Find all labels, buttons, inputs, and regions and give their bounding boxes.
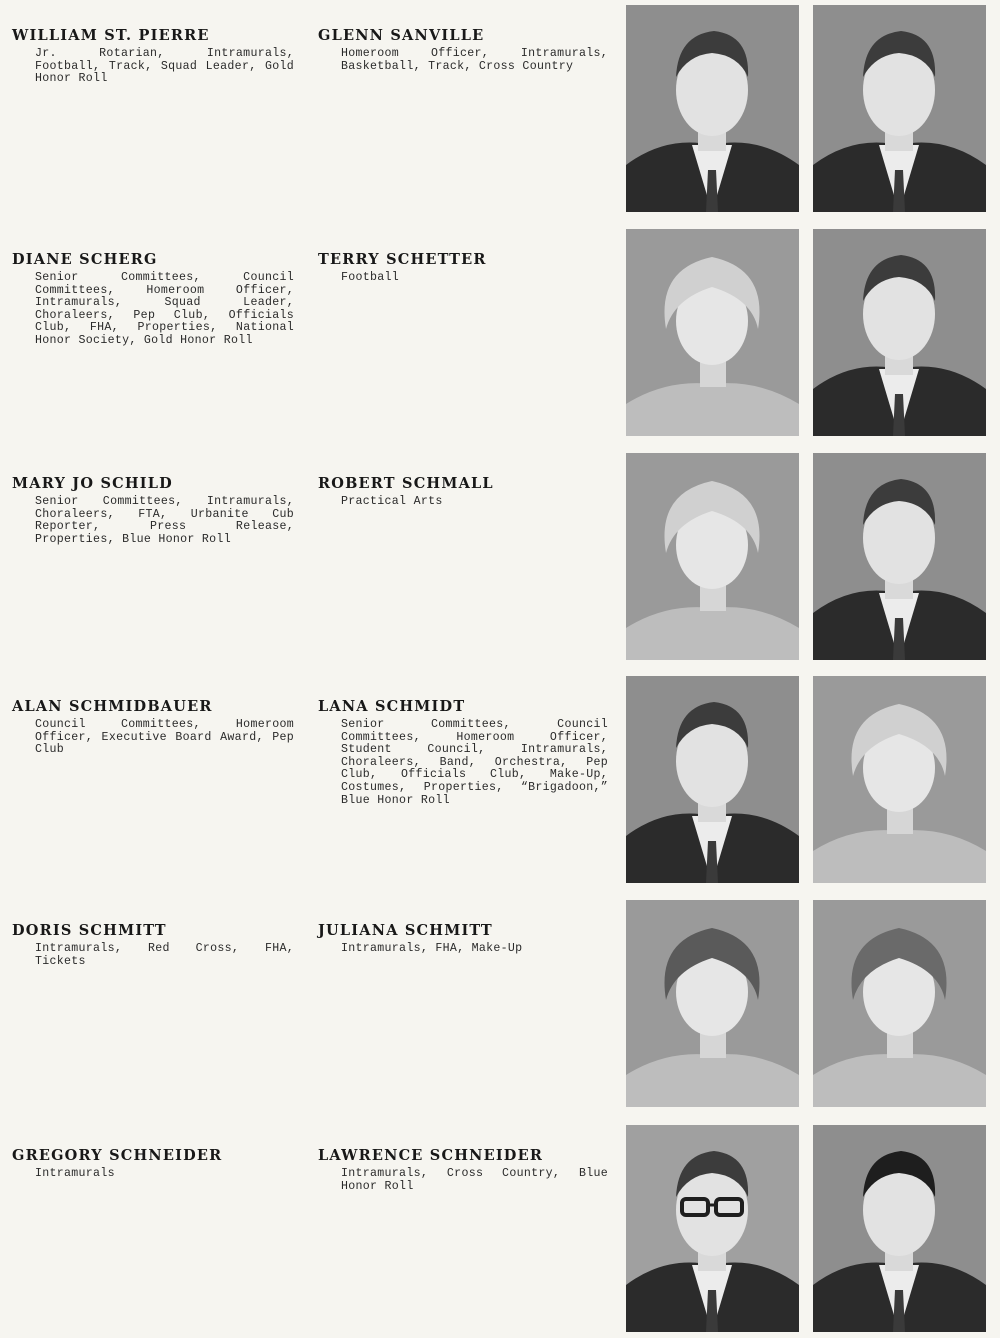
student-activities: Practical Arts — [341, 495, 443, 508]
student-name: WILLIAM ST. PIERRE — [12, 27, 210, 44]
student-activities: Intramurals — [35, 1167, 115, 1180]
student-entry — [318, 27, 608, 73]
student-activities: Council Committees, Homeroom Officer, Executive Board Award, Pep Club — [35, 718, 294, 757]
student-name: DIANE SCHERG — [12, 251, 158, 268]
student-entry — [318, 1147, 608, 1193]
student-row — [0, 900, 1000, 1110]
student-activities: Jr. Rotarian, Intramurals, Football, Track, Squad Leader, Gold Honor Roll — [35, 47, 294, 86]
student-activities: Senior Committees, Council Committees, Homeroom Officer, Student Council, Intramurals, Choraleers, Band, Orchestra, Pep Club, Officials Club, Make-Up, Costumes, Properties, “Brigadoon,” Blue Honor Roll — [341, 718, 608, 807]
boy-portrait — [813, 229, 986, 436]
student-name: LANA SCHMIDT — [318, 698, 466, 715]
student-name: LAWRENCE SCHNEIDER — [318, 1147, 544, 1164]
student-activities: Football — [341, 271, 400, 284]
girl-portrait — [626, 229, 799, 436]
student-entry — [318, 922, 608, 956]
student-entry — [12, 251, 294, 348]
student-row — [0, 1125, 1000, 1335]
student-activities: Intramurals, FHA, Make-Up — [341, 942, 523, 955]
student-name: ROBERT SCHMALL — [318, 475, 494, 492]
student-row — [0, 5, 1000, 215]
student-name: GREGORY SCHNEIDER — [12, 1147, 223, 1164]
boy-portrait — [813, 1125, 986, 1332]
student-activities: Senior Committees, Council Committees, Homeroom Officer, Intramurals, Squad Leader, Choraleers, Pep Club, Officials Club, FHA, Properties, National Honor Society, Gold Honor Roll — [35, 271, 294, 347]
student-entry — [12, 475, 294, 546]
student-row — [0, 453, 1000, 663]
student-name: MARY JO SCHILD — [12, 475, 173, 492]
student-name: ALAN SCHMIDBAUER — [12, 698, 213, 715]
student-entry — [12, 27, 294, 86]
student-entry — [318, 475, 608, 509]
boy-portrait — [813, 5, 986, 212]
student-row — [0, 229, 1000, 439]
student-entry — [12, 922, 294, 968]
student-row — [0, 676, 1000, 886]
student-entry — [12, 1147, 294, 1181]
student-activities: Intramurals, Cross Country, Blue Honor Roll — [341, 1167, 608, 1193]
girl-portrait — [813, 900, 986, 1107]
boy-glasses-portrait — [626, 1125, 799, 1332]
student-activities: Homeroom Officer, Intramurals, Basketball, Track, Cross Country — [341, 47, 608, 73]
boy-portrait — [626, 676, 799, 883]
student-name: TERRY SCHETTER — [318, 251, 487, 268]
girl-portrait — [813, 676, 986, 883]
boy-portrait — [626, 5, 799, 212]
girl-portrait — [626, 900, 799, 1107]
student-name: JULIANA SCHMITT — [318, 922, 493, 939]
student-entry — [318, 698, 608, 807]
girl-portrait — [626, 453, 799, 660]
student-activities: Intramurals, Red Cross, FHA, Tickets — [35, 942, 294, 968]
boy-portrait — [813, 453, 986, 660]
student-entry — [318, 251, 608, 285]
student-name: GLENN SANVILLE — [318, 27, 485, 44]
student-activities: Senior Committees, Intramurals, Choraleers, FTA, Urbanite Cub Reporter, Press Release, Properties, Blue Honor Roll — [35, 495, 294, 546]
student-entry — [12, 698, 294, 757]
student-name: DORIS SCHMITT — [12, 922, 167, 939]
